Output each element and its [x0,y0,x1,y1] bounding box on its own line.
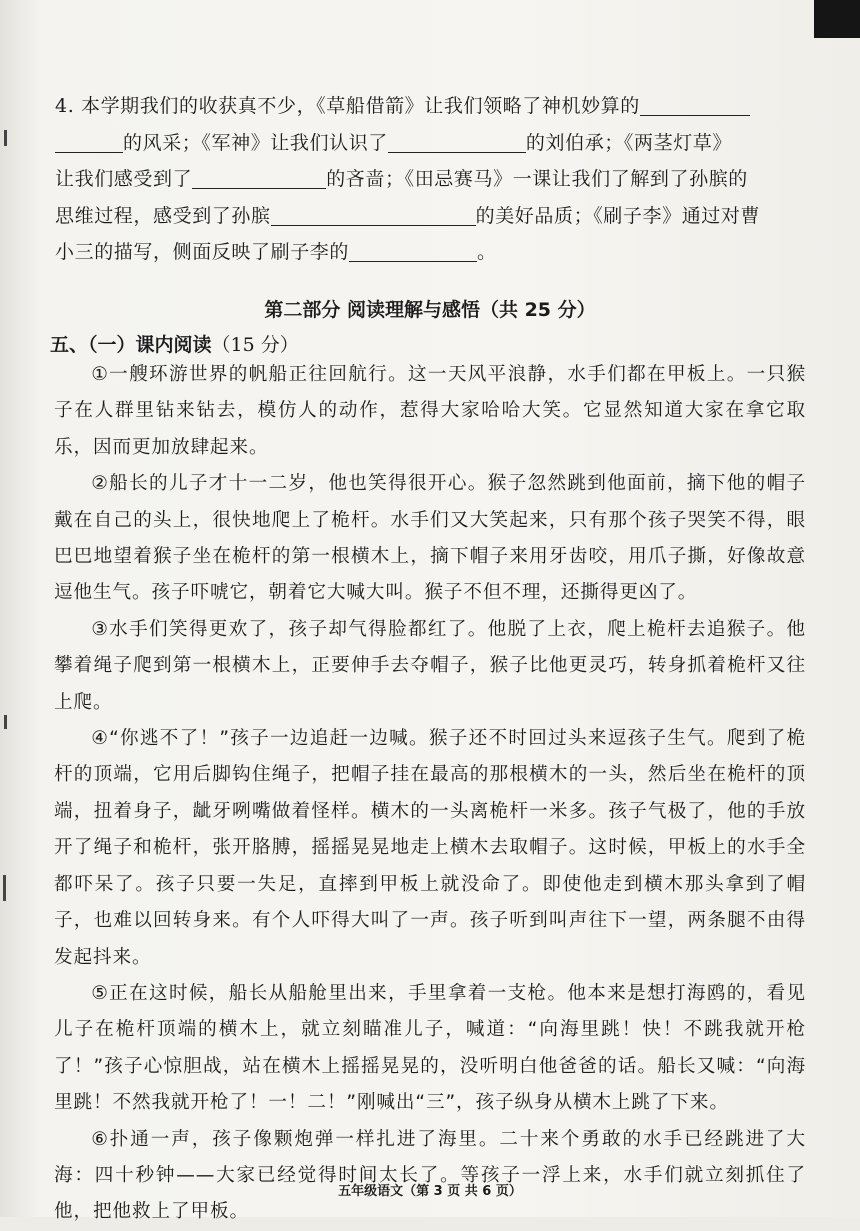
passage-paragraph-5: ⑤正在这时候，船长从船舱里出来，手里拿着一支枪。他本来是想打海鸥的，看见儿子在桅杆顶端的横木上，就立刻瞄准儿子，喊道：“向海里跳！快！不跳我就开枪了！”孩子心惊胆战，站在横木上摇摇晃晃的，没听明白他爸爸的话。船长又喊：“向海里跳！不然我就开枪了！一！二！”刚喊出“三”，孩子纵身从横木上跳了下来。 [54,982,806,1114]
answer-blank[interactable] [640,93,750,116]
question-4-text: 的吝啬；《田忌赛马》一课让我们了解到了孙膑的 [326,168,748,190]
scan-edge-mark [4,715,7,729]
passage-paragraph-4: ④“你逃不了！”孩子一边追赶一边喊。猴子还不时回过头来逗孩子生气。爬到了桅杆的顶端，它用后脚钩住绳子，把帽子挂在最高的那根横木的一头，然后坐在桅杆的顶端，扭着身子，龇牙咧嘴做着怪样。横木的一头离桅杆一米多。孩子气极了，他的手放开了绳子和桅杆，张开胳膊，摇摇晃晃地走上横木去取帽子。这时候，甲板上的水手全都吓呆了。孩子只要一失足，直摔到甲板上就没命了。即使他走到横木那头拿到了帽子，也难以回转身来。有个人吓得大叫了一声。孩子听到叫声往下一望，两条腿不由得发起抖来。 [54,728,806,968]
question-4-text: 。 [477,241,497,263]
answer-blank[interactable] [388,130,526,153]
question-4-text: 4. 本学期我们的收获真不少，《草船借箭》让我们领略了神机妙算的 [55,95,640,117]
scan-edge-mark [3,875,6,901]
question-4-text: 的美好品质；《刷子李》通过对曹 [475,204,761,227]
part-heading-label: 五、（一）课内阅读 [50,334,212,356]
scan-edge-mark [4,130,7,146]
passage-paragraph-1: ①一艘环游世界的帆船正往回航行。这一天风平浪静，水手们都在甲板上。一只猴子在人群里钻来钻去，模仿人的动作，惹得大家哈哈大笑。它显然知道大家在拿它取乐，因而更加放肆起来。 [54,364,806,458]
answer-blank[interactable] [192,166,326,189]
question-4-text: 的风采；《军神》让我们认识了 [123,131,388,154]
scan-corner-mark [814,0,860,38]
section-title: 第二部分 阅读理解与感悟（共 25 分） [264,299,596,321]
answer-blank[interactable] [55,130,123,153]
answer-blank[interactable] [349,239,477,262]
passage-paragraph-6: ⑥扑通一声，孩子像颗炮弹一样扎进了海里。二十来个勇敢的水手已经跳进了大海：四十秒钟——大家已经觉得时间太长了。等孩子一浮上来，水手们就立刻抓住了他，把他救上了甲板。 [54,1128,806,1223]
answer-blank[interactable] [271,203,476,226]
part-score: （15 分） [211,334,299,356]
passage-paragraph-2: ②船长的儿子才十一二岁，他也笑得很开心。猴子忽然跳到他面前，摘下他的帽子戴在自己的头上，很快地爬上了桅杆。水手们又大笑起来，只有那个孩子哭笑不得，眼巴巴地望着猴子坐在桅杆的第一根横木上，摘下帽子来用牙齿咬，用爪子撕，好像故意逗他生气。孩子吓唬它，朝着它大喊大叫。猴子不但不理，还撕得更凶了。 [54,473,806,604]
reading-passage [54,357,806,1231]
page-footer: 五年级语文（第 3 页 共 6 页） [338,1184,522,1199]
question-4-text: 让我们感受到了 [55,168,193,190]
passage-paragraph-3: ③水手们笑得更欢了，孩子却气得脸都红了。他脱了上衣，爬上桅杆去追猴子。他攀着绳子爬到第一根横木上，正要伸手去夺帽子，猴子比他更灵巧，转身抓着桅杆又往上爬。 [54,618,806,713]
question-4-text: 思维过程，感受到了孙膑 [55,204,271,227]
question-4 [55,88,800,271]
question-4-text: 小三的描写，侧面反映了刷子李的 [55,241,350,263]
part-heading [50,330,299,357]
question-4-text: 的刘伯承；《两茎灯草》 [525,131,733,154]
